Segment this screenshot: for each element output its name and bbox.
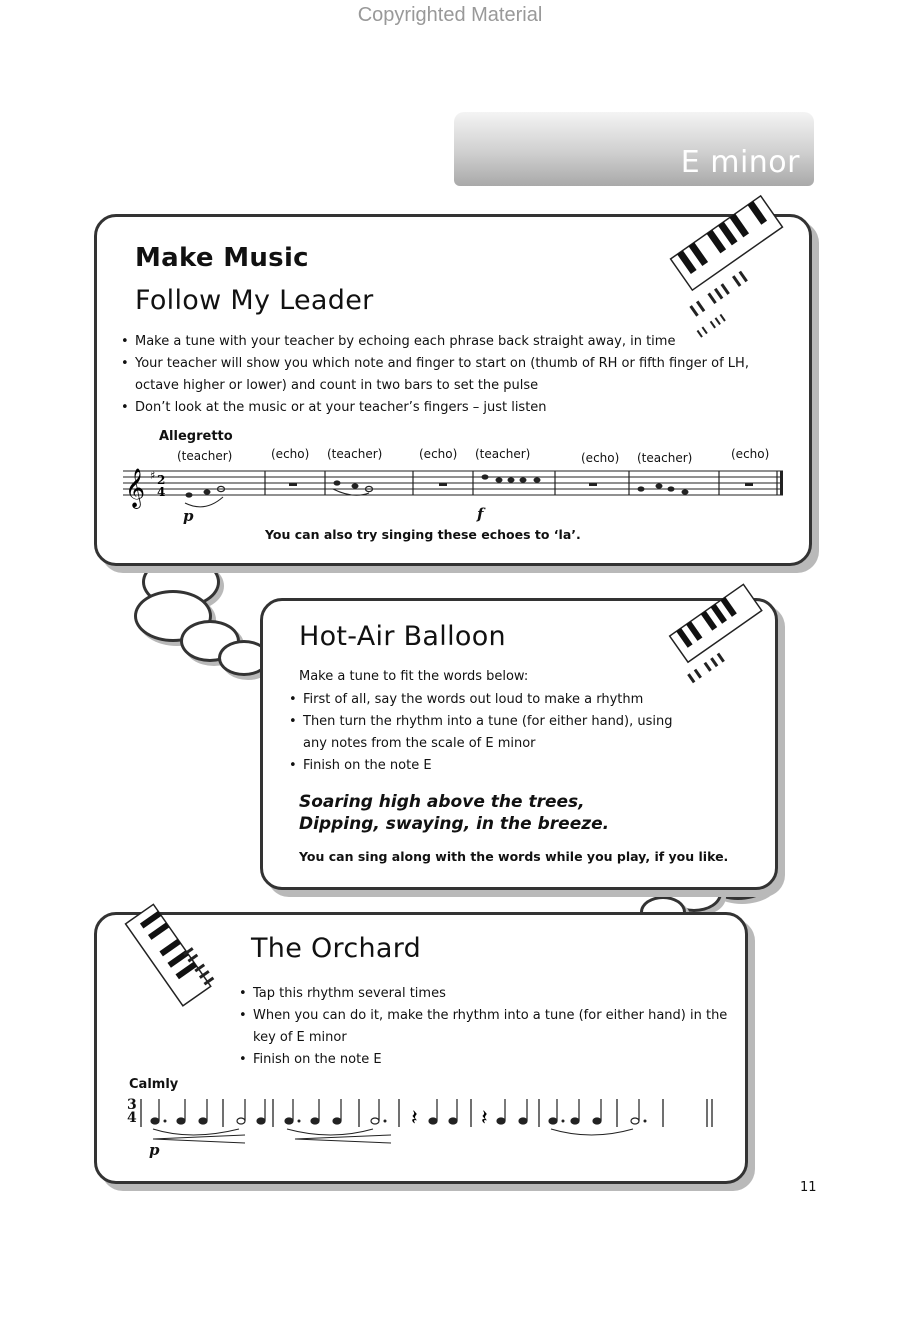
footer-text: You can sing along with the words while you play, if you like. [299, 849, 729, 864]
page-number: 11 [800, 1180, 817, 1195]
key-tab-label: E minor [680, 145, 800, 180]
piano-keys-icon [663, 601, 773, 701]
poem-line: Dipping, swaying, in the breeze. [299, 814, 610, 834]
section-title: Hot-Air Balloon [299, 621, 506, 652]
instructions-list [289, 689, 679, 777]
section-heading: Make Music [135, 243, 309, 273]
dynamic-marking: p [183, 507, 194, 525]
phrase-label: (teacher) [475, 447, 531, 461]
caption: You can also try singing these echoes to ‘la’. [265, 527, 581, 542]
phrase-label: (echo) [271, 447, 310, 461]
time-signature [127, 1099, 137, 1125]
time-signature-bottom: 4 [127, 1110, 137, 1126]
key-tab [454, 112, 814, 186]
tempo-marking: Allegretto [159, 429, 233, 444]
svg-text:𝄽: 𝄽 [481, 1106, 488, 1131]
the-orchard-panel [94, 912, 748, 1184]
intro-text: Make a tune to fit the words below: [299, 669, 529, 684]
list-item: • Make a tune with your teacher by echoing each phrase back straight away, in time [121, 331, 761, 353]
time-signature-top: 3 [127, 1097, 137, 1113]
phrase-label: (teacher) [177, 449, 233, 463]
list-item: • Then turn the rhythm into a tune (for either hand), using any notes from the scale of E minor [289, 711, 679, 755]
phrase-label: (echo) [731, 447, 770, 461]
phrase-label: (echo) [581, 451, 620, 465]
music-staff [123, 465, 783, 515]
section-title: Follow My Leader [135, 285, 374, 316]
copyright-watermark: Copyrighted Material [357, 4, 543, 26]
piano-keys-icon [662, 217, 802, 337]
phrase-label: (teacher) [637, 451, 693, 465]
phrase-label: (teacher) [327, 447, 383, 461]
rhythm-line [141, 1095, 721, 1145]
make-music-panel [94, 214, 812, 566]
tempo-marking: Calmly [129, 1077, 179, 1092]
section-title: The Orchard [251, 933, 422, 964]
list-item: • Finish on the note E [239, 1049, 729, 1071]
list-item: • Your teacher will show you which note and finger to start on (thumb of RH or fifth finger of LH, octave higher or lower) and count in two bars to set the pulse [121, 353, 761, 397]
svg-text:4: 4 [157, 485, 166, 499]
hot-air-balloon-panel [260, 598, 778, 890]
svg-text:𝄞: 𝄞 [125, 468, 146, 508]
list-item: • Finish on the note E [289, 755, 679, 777]
instructions-list [121, 331, 761, 419]
instructions-list [239, 983, 729, 1071]
piano-keys-icon [97, 915, 227, 1025]
list-item: • First of all, say the words out loud to make a rhythm [289, 689, 679, 711]
dynamic-marking: p [149, 1141, 160, 1159]
list-item: • Don’t look at the music or at your teacher’s fingers – just listen [121, 397, 761, 419]
list-item: • Tap this rhythm several times [239, 983, 729, 1005]
list-item: • When you can do it, make the rhythm into a tune (for either hand) in the key of E minor [239, 1005, 729, 1049]
phrase-label: (echo) [419, 447, 458, 461]
svg-text:♯: ♯ [150, 469, 156, 482]
poem [299, 791, 609, 835]
svg-text:𝄽: 𝄽 [411, 1106, 418, 1131]
svg-text:2: 2 [157, 473, 166, 487]
dynamic-marking: f [477, 505, 484, 523]
poem-line: Soaring high above the trees, [299, 792, 585, 812]
